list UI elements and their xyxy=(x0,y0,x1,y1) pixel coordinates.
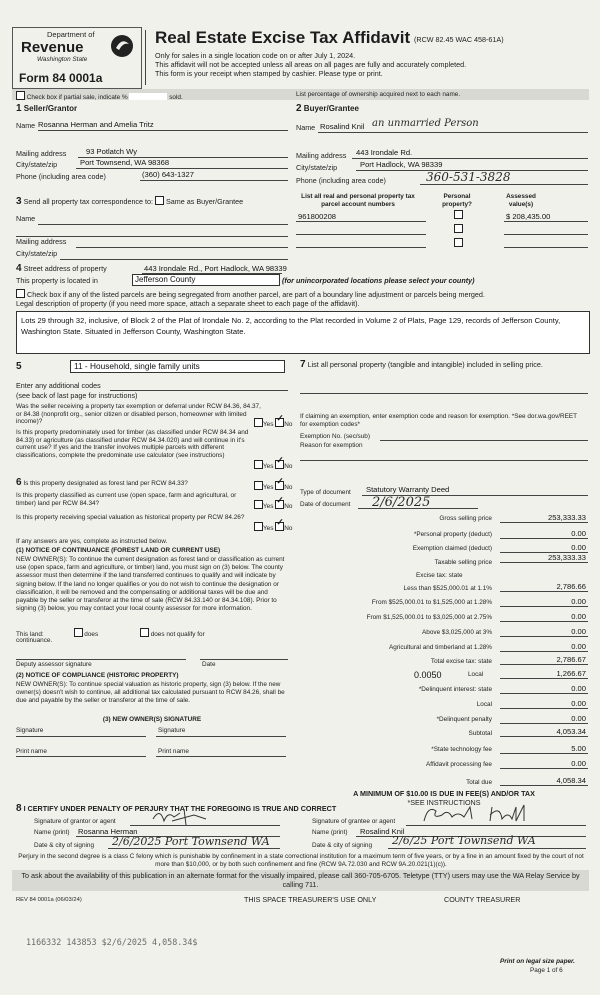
calc-label: Affidavit processing fee xyxy=(426,761,492,768)
q1-no-checkbox[interactable] xyxy=(275,418,284,427)
calc-value[interactable]: 253,333.33 xyxy=(547,513,586,522)
calc-value[interactable]: 0.00 xyxy=(571,543,586,552)
calc-value[interactable]: 0.00 xyxy=(571,529,586,538)
dept-name: Revenue xyxy=(21,39,84,56)
grantee-name-label: Name (print) xyxy=(312,829,348,836)
see-instructions-note: *SEE INSTRUCTIONS xyxy=(407,798,481,807)
legal-description-text: Lots 29 through 32, inclusive, of Block 2 of the Plat of Irondale No. 2, according to the Plat recorded in Volume 2 of Plats, Page 129, records of Jefferson County, Washington State. Situated in Jefferson County, Washington State. xyxy=(21,316,561,336)
q2-no-checkbox[interactable] xyxy=(275,460,284,469)
seller-name-field[interactable]: Rosanna Herman and Amelia Tritz xyxy=(38,120,154,129)
grantor-signature xyxy=(150,805,220,827)
calc-value[interactable]: 0.00 xyxy=(571,627,586,636)
certify-row: 8 I CERTIFY UNDER PENALTY OF PERJURY THAT THE FOREGOING IS TRUE AND CORRECT xyxy=(16,803,337,814)
calc-label: From $1,525,000.01 to $3,025,000 at 2.75% xyxy=(366,614,492,621)
q2-yes-checkbox[interactable] xyxy=(254,460,263,469)
form-rcw: (RCW 82.45 WAC 458-61A) xyxy=(414,35,504,44)
does-checkbox[interactable] xyxy=(74,628,83,637)
grantor-name-label: Name (print) xyxy=(34,829,70,836)
forest-land-question: 6 Is this property designated as forest land per RCW 84.33? xyxy=(16,477,188,488)
grantor-date-city-field[interactable]: 2/6/2025 Port Townsend WA xyxy=(112,835,270,848)
correspondence-row: 3 Send all property tax correspondence to: Same as Buyer/Grantee xyxy=(16,196,244,207)
calc-label: Less than $525,000.01 at 1.1% xyxy=(403,585,492,592)
personal-checkbox-3[interactable] xyxy=(454,238,463,247)
local-rate-field[interactable]: 0.0050 xyxy=(414,670,442,680)
grantee-name-field[interactable]: Rosalind Knil xyxy=(360,827,405,836)
calc-value[interactable]: 0.00 xyxy=(571,612,586,621)
owner-sig-label-1: Signature xyxy=(16,727,44,734)
calc-label: From $525,000.01 to $1,525,000 at 1.28% xyxy=(371,599,492,606)
calc-label: Local xyxy=(476,701,492,708)
revenue-swirl-icon xyxy=(109,33,135,59)
personal-property-label: 7 List all personal property (tangible and intangible) included in selling price. xyxy=(300,359,543,370)
notice1-title: (1) NOTICE OF CONTINUANCE (FOREST LAND OR CURRENT USE) xyxy=(16,547,221,554)
calc-label: Gross selling price xyxy=(439,515,492,522)
new-owner-sig-title: (3) NEW OWNER(S) SIGNATURE xyxy=(102,716,202,723)
calc-value[interactable]: 0.00 xyxy=(571,597,586,606)
minimum-due-note: A MINIMUM OF $10.00 IS DUE IN FEE(S) AND/OR TAX xyxy=(353,789,535,798)
seller-heading: 1 Seller/Grantor xyxy=(16,103,78,114)
doc-type-field[interactable]: Statutory Warranty Deed xyxy=(366,485,450,494)
doc-type-label: Type of document xyxy=(300,489,351,496)
assessed-col-header: Assessed value(s) xyxy=(506,193,536,208)
buyer-phone-label: Phone (including area code) xyxy=(296,176,386,185)
treasurer-use-label: THIS SPACE TREASURER'S USE ONLY xyxy=(244,895,377,904)
partial-sale-checkbox[interactable] xyxy=(16,91,25,100)
legal-paper-note: Print on legal size paper. xyxy=(500,958,575,965)
seller-mailing-field[interactable]: 93 Potlatch Wy xyxy=(86,147,138,156)
availability-band xyxy=(12,870,589,891)
calc-label: Total excise tax: state xyxy=(430,658,492,665)
seller-mailing-label: Mailing address xyxy=(16,149,67,158)
s6-q2-answers: Yes ✓ No xyxy=(254,500,292,511)
use-code-select[interactable]: 11 - Household, single family units xyxy=(70,360,285,373)
grantee-signature xyxy=(420,801,540,827)
notice2-body: NEW OWNER(S): To continue special valuation as historic property, sign (3) below. If the new owner(s) doesn't wish to continue, all additional tax calculated pursuant to RCW 84.26, shall be due and payable by the seller or transferor at the time of sale. xyxy=(16,681,285,705)
calc-label: Total due xyxy=(466,779,492,786)
grantee-sig-label: Signature of grantee or agent xyxy=(312,818,396,825)
timber-question: Is this property predominately used for timber (as classified under RCW 84.34 and 84.33) or agriculture (as classified under RCW 84.34.020) and will continue in it's current use? If yes and the transfer involves multiple parcels with different classifications, complete the predominate use calculator (see instructions) xyxy=(16,429,249,459)
dept-state: Washington State xyxy=(37,56,88,63)
dor-logo xyxy=(12,27,142,89)
rev-number: REV 84 0001a (06/03/24) xyxy=(16,897,82,903)
grantor-date-label: Date & city of signing xyxy=(34,842,95,849)
personal-checkboxes xyxy=(454,210,463,247)
calc-value[interactable]: 2,786.66 xyxy=(556,582,586,591)
form-title: Real Estate Excise Tax Affidavit xyxy=(155,28,411,47)
buyer-mailing-field[interactable]: 443 Irondale Rd. xyxy=(356,148,413,157)
exemption-no-label: Exemption No. (sec/sub) xyxy=(300,433,370,440)
grantee-date-city-field[interactable]: 2/6/25 Port Townsend WA xyxy=(392,834,536,847)
s6-q3-answers: Yes ✓ No xyxy=(254,522,292,533)
partial-sale-label: Check box if partial sale, indicate % xyxy=(26,94,128,101)
calc-value[interactable]: 4,058.34 xyxy=(556,776,586,785)
does-not-checkbox[interactable] xyxy=(140,628,149,637)
deputy-date-label: Date xyxy=(202,661,216,668)
assessed-value-1[interactable]: $ 208,435.00 xyxy=(506,212,551,221)
s6-q2-yes[interactable] xyxy=(254,500,263,509)
grantor-name-field[interactable]: Rosanna Herman xyxy=(78,827,138,836)
calc-value[interactable]: 0.00 xyxy=(571,759,586,768)
calc-label: *Delinquent interest: state xyxy=(418,686,492,693)
county-treasurer-label: COUNTY TREASURER xyxy=(444,895,521,904)
calc-label: Local xyxy=(468,671,484,678)
located-label: This property is located in xyxy=(16,276,98,285)
owner-print-label-1: Print name xyxy=(16,748,47,755)
grantor-sig-label: Signature of grantor or agent xyxy=(34,818,116,825)
receipt-stamp: 1166332 143853 $2/6/2025 4,058.34$ xyxy=(26,937,198,947)
page-number: Page 1 of 6 xyxy=(530,967,563,974)
buyer-name-label: Name xyxy=(296,123,316,132)
exemption-deferral-question: Was the seller receiving a property tax exemption or deferral under RCW 84.36, 84.37, or 84.38 (nonprofit org., senior citizen or disabled person, homeowner with limited income)? xyxy=(16,403,261,426)
seller-name-label: Name xyxy=(16,121,36,130)
partial-sale-pct-input[interactable] xyxy=(129,93,167,100)
perjury-note: Perjury in the second degree is a class C felony which is punishable by confinement in a state correctional institution for a maximum term of five years, or by a fine in an amount fixed by the court of not more than $10,000, or by both such confinement and fine (RCW 9A.72.030 and RCW 9A.20.021(1)(c)). xyxy=(18,853,584,868)
q1-answers: Yes ✓ No xyxy=(254,418,292,429)
corr-name-label: Name xyxy=(16,214,36,223)
calc-value[interactable]: 5.00 xyxy=(571,744,586,753)
calc-label: Above $3,025,000 at 3% xyxy=(422,629,492,636)
owner-sig-label-2: Signature xyxy=(158,727,186,734)
segregation-checkbox[interactable] xyxy=(16,289,25,298)
owner-print-label-2: Print name xyxy=(158,748,189,755)
q1-yes-checkbox[interactable] xyxy=(254,418,263,427)
county-select[interactable]: Jefferson County xyxy=(132,274,280,286)
current-use-question: Is this property classified as current use (open space, farm and agricultural, or timber) land per RCW 84.34? xyxy=(16,492,237,507)
buyer-city-label: City/state/zip xyxy=(296,163,338,172)
notice1-body: NEW OWNER(S): To continue the current designation as forest land or classification as current use (open space, farm and agriculture, or timber) land, you must sign on (3) below. The county assessor must then determine if the land transferred continues to qualify and will indicate by signing below. If the land no longer qualifies or you do not wish to continue the designation or classification, it will be removed and the compensating or additional taxes will be due and payable by the seller or transferor at the time of sale (RCW 84.33.140 or 84.34.108). Prior to signing (3) below, you may contact your local county assessor for more information. xyxy=(16,556,285,613)
personal-col-header: Personal property? xyxy=(442,193,472,208)
seller-city-field[interactable]: Port Townsend, WA 98368 xyxy=(80,158,170,167)
calc-label: Subtotal xyxy=(468,730,492,737)
seller-phone-label: Phone (including area code) xyxy=(16,172,106,181)
section5-num: 5 xyxy=(16,361,22,372)
seller-city-label: City/state/zip xyxy=(16,160,58,169)
calc-value[interactable]: 0.00 xyxy=(571,642,586,651)
calc-value[interactable]: 4,053.34 xyxy=(556,727,586,736)
calc-label: Exemption claimed (deduct) xyxy=(412,545,492,552)
buyer-name-handwritten: an unmarried Person xyxy=(372,118,479,129)
street-row: 4 Street address of property xyxy=(16,263,107,274)
buyer-heading: 2 Buyer/Grantee xyxy=(296,103,359,114)
buyer-mailing-label: Mailing address xyxy=(296,151,347,160)
calc-label: Taxable selling price xyxy=(434,559,492,566)
calc-value[interactable]: 0.00 xyxy=(571,699,586,708)
q2-answers: Yes ✓ No xyxy=(254,460,292,471)
partial-sale-sold: sold. xyxy=(169,94,183,101)
calc-label: *Delinquent penalty xyxy=(436,716,492,723)
legal-description-box[interactable] xyxy=(16,311,590,354)
unincorp-note: (for unincorporated locations please select your county) xyxy=(282,276,475,285)
buyer-name-field[interactable]: Rosalind Knil xyxy=(320,122,365,131)
availability-text: To ask about the availability of this publication in an alternate format for the visually impaired, please call 360-705-6705. Teletype (TTY) users may use the WA Relay Service by calling 711. xyxy=(21,871,580,889)
dept-line: Department of xyxy=(47,30,95,39)
buyer-city-field[interactable]: Port Hadlock, WA 98339 xyxy=(360,160,443,169)
if-yes-note: If any answers are yes, complete as instructed below. xyxy=(16,538,168,545)
s6-q3-no[interactable] xyxy=(275,522,284,531)
form-number: Form 84 0001a xyxy=(19,71,103,85)
same-as-buyer-checkbox[interactable] xyxy=(155,196,164,205)
header-line-2: This affidavit will not be accepted unless all areas on all pages are fully and accurately completed. xyxy=(155,60,467,69)
calc-value[interactable]: 0.00 xyxy=(571,714,586,723)
seller-phone-field[interactable]: (360) 643-1327 xyxy=(142,170,194,179)
s6-q1-yes[interactable] xyxy=(254,481,263,490)
see-back-note: (see back of last page for instructions) xyxy=(16,391,138,400)
calc-value[interactable]: 2,786.67 xyxy=(556,655,586,664)
street-address-field[interactable]: 443 Irondale Rd., Port Hadlock, WA 98339 xyxy=(144,264,287,273)
personal-checkbox-1[interactable] xyxy=(454,210,463,219)
calc-value[interactable]: 0.00 xyxy=(571,684,586,693)
grantee-date-label: Date & city of signing xyxy=(312,842,373,849)
doc-date-field[interactable]: 2/6/2025 xyxy=(372,495,431,510)
buyer-phone-field[interactable]: 360-531-3828 xyxy=(426,170,511,184)
segregation-row: Check box if any of the listed parcels are being segregated from another parcel, are part of a boundary line adjustment or parcels being merged. xyxy=(16,289,485,300)
exemption-instructions: If claiming an exemption, enter exemption code and reason for exemption. *See dor.wa.gov/REET for exemption codes* xyxy=(300,413,577,428)
calc-value[interactable]: 1,266.67 xyxy=(556,669,586,678)
header-line-1: Only for sales in a single location code on or after July 1, 2024. xyxy=(155,51,356,60)
deputy-sig-label: Deputy assessor signature xyxy=(16,661,92,668)
personal-checkbox-2[interactable] xyxy=(454,224,463,233)
historic-question: Is this property receiving special valuation as historical property per RCW 84.26? xyxy=(16,514,245,521)
notice2-title: (2) NOTICE OF COMPLIANCE (HISTORIC PROPERTY) xyxy=(16,672,179,679)
s6-q3-yes[interactable] xyxy=(254,522,263,531)
header-line-3: This form is your receipt when stamped by cashier. Please type or print. xyxy=(155,69,383,78)
exemption-reason-label: Reason for exemption xyxy=(300,442,363,449)
continuance-label: continuance. xyxy=(16,637,53,644)
doc-date-label: Date of document xyxy=(300,501,351,508)
corr-mailing-label: Mailing address xyxy=(16,237,67,246)
legal-label: Legal description of property (if you need more space, attach a separate sheet to each page of the affidavit). xyxy=(16,299,360,308)
additional-codes-label: Enter any additional codes xyxy=(16,381,101,390)
corr-city-label: City/state/zip xyxy=(16,249,58,258)
calc-label: Excise tax: state xyxy=(416,572,463,579)
s6-q2-no[interactable] xyxy=(275,500,284,509)
calc-label: *Personal property (deduct) xyxy=(413,531,492,538)
calc-label: Agricultural and timberland at 1.28% xyxy=(388,644,492,651)
calc-label: *State technology fee xyxy=(431,746,492,753)
partial-sale-row xyxy=(16,91,183,102)
s6-q1-answers: Yes ✓ No xyxy=(254,481,292,492)
parcel-number-1[interactable]: 961800208 xyxy=(298,212,337,221)
parcel-col-header: List all real and personal property tax parcel account numbers xyxy=(301,193,415,208)
calc-value[interactable]: 253,333.33 xyxy=(547,553,586,562)
this-land-row: This land: does does not qualify for xyxy=(16,628,288,639)
ownership-note: List percentage of ownership acquired next to each name. xyxy=(296,91,461,98)
s6-q1-no[interactable] xyxy=(275,481,284,490)
